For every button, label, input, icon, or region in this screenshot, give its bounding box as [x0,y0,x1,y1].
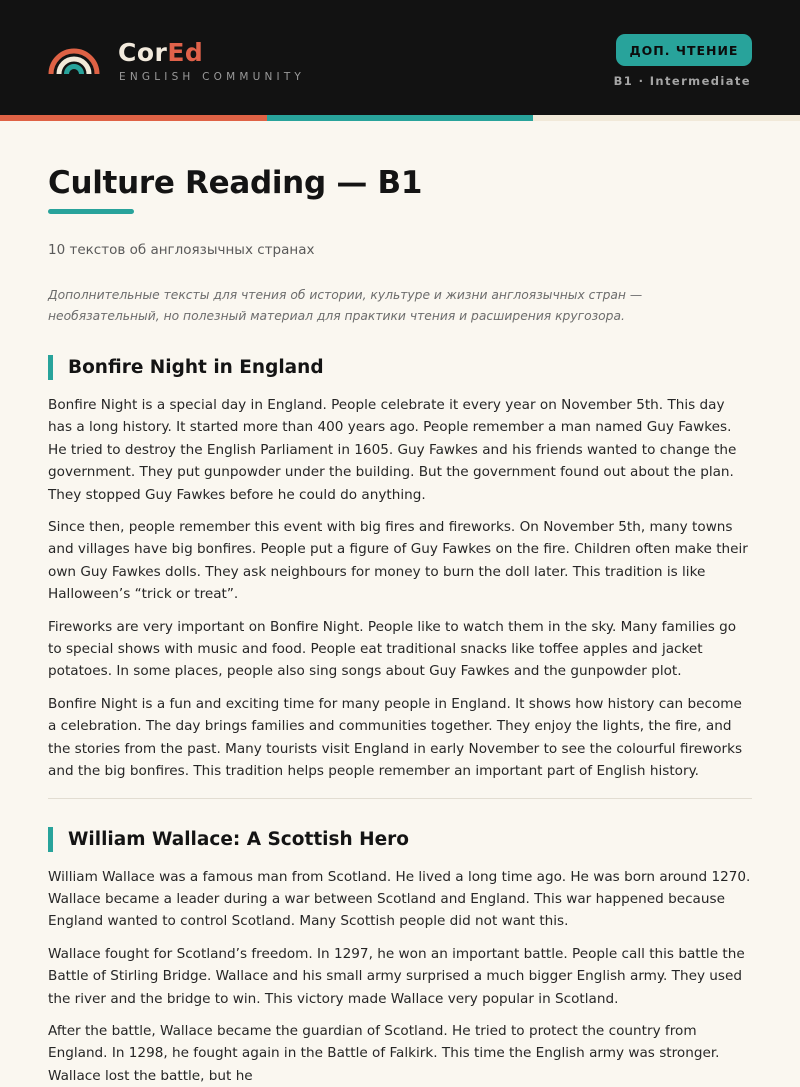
page-subtitle: 10 текстов об англоязычных странах [48,241,752,259]
main-content [0,121,800,1087]
section-heading: Bonfire Night in England [48,355,752,380]
paragraph: William Wallace was a famous man from Scotland. He lived a long time ago. He was born around 1270. Wallace became a leader during a war between Scotland and England. This war happened because England wanted to control Scotland. Many Scottish people did not want this. [48,866,752,933]
paragraph: Bonfire Night is a special day in England. People celebrate it every year on November 5th. This day has a long history. It started more than 400 years ago. People remember a man named Guy Fawkes. He tried to destroy the English Parliament in 1605. Guy Fawkes and his friends wanted to change the government. They put gunpowder under the building. But the government found out about the plan. They stopped Guy Fawkes before he could do anything. [48,394,752,506]
stripe-coral [0,115,267,121]
section-bonfire-night [48,355,752,799]
section-william-wallace [48,827,752,1087]
brand-part-1: Cor [118,38,167,67]
stripe-teal [267,115,534,121]
section-heading: William Wallace: A Scottish Hero [48,827,752,852]
page-intro: Дополнительные тексты для чтения об истории, культуре и жизни англоязычных стран — необязательный, но полезный материал для практики чтения и расширения кругозора. [48,285,752,327]
header-color-stripe [0,115,800,121]
section-divider [48,798,752,799]
brand-logo-text[interactable] [118,38,203,68]
brand-tagline: ENGLISH COMMUNITY [119,71,305,83]
extra-reading-badge: ДОП. ЧТЕНИЕ [616,34,752,66]
site-header [0,0,800,115]
paragraph: After the battle, Wallace became the guardian of Scotland. He tried to protect the country from England. In 1298, he fought again in the Battle of Falkirk. This time the English army was stronger. Wallace lost the battle, but he [48,1020,752,1087]
paragraph: Bonfire Night is a fun and exciting time for many people in England. It shows how history can become a celebration. The day brings families and communities together. They enjoy the lights, the fire, and the stories from the past. Many tourists visit England in early November to see the colourful fireworks and the big bonfires. This tradition helps people remember an important part of English history. [48,693,752,783]
paragraph: Fireworks are very important on Bonfire Night. People like to watch them in the sky. Many families go to special shows with music and food. People eat traditional snacks like toffee apples and jacket potatoes. In some places, people also sing songs about Guy Fawkes and the gunpowder plot. [48,616,752,683]
rainbow-arches-icon [48,46,100,76]
paragraph: Wallace fought for Scotland’s freedom. In 1297, he won an important battle. People call this battle the Battle of Stirling Bridge. Wallace and his small army surprised a much bigger English army. They used the river and the bridge to win. This victory made Wallace very popular in Scotland. [48,943,752,1010]
level-label: B1 · Intermediate [614,74,751,88]
paragraph: Since then, people remember this event with big fires and fireworks. On November 5th, many towns and villages have big bonfires. People put a figure of Guy Fawkes on the fire. Children often make their own Guy Fawkes dolls. They ask neighbours for money to burn the doll later. This tradition is like Halloween’s “trick or treat”. [48,516,752,606]
page-title: Culture Reading — B1 [48,121,752,203]
stripe-cream [533,115,800,121]
title-underline [48,209,134,214]
brand-part-2: Ed [167,38,203,67]
